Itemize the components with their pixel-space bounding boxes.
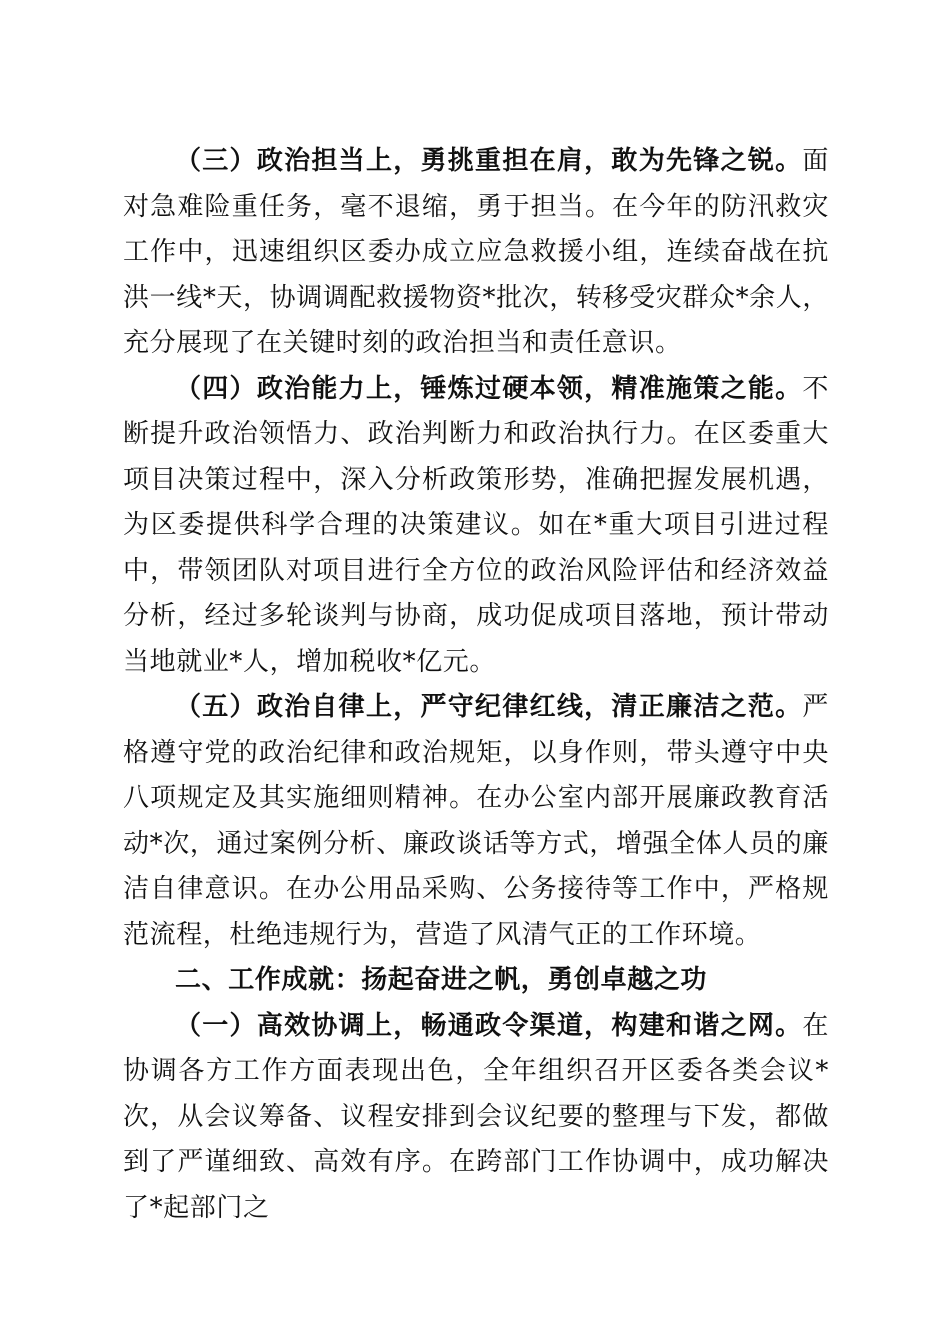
paragraph-body: 在协调各方工作方面表现出色，全年组织召开区委各类会议*次，从会议筹备、议程安排到会议纪要的整理与下发，都做到了严谨细致、高效有序。在跨部门工作协调中，成功解决了*起部门之 (123, 1010, 829, 1223)
paragraph-lead: （五）政治自律上，严守纪律红线，清正廉洁之范。 (175, 692, 803, 722)
paragraph-efficient-coordination (123, 1004, 829, 1232)
paragraph-lead: （三）政治担当上，勇挑重担在肩，敢为先锋之锐。 (175, 146, 803, 176)
paragraph-body: 面对急难险重任务，毫不退缩，勇于担当。在今年的防汛救灾工作中，迅速组织区委办成立应急救援小组，连续奋战在抗洪一线*天，协调调配救援物资*批次，转移受灾群众*余人，充分展现了在关键时刻的政治担当和责任意识。 (123, 146, 829, 358)
paragraph-political-ability (123, 367, 829, 686)
paragraph-lead: （四）政治能力上，锤炼过硬本领，精准施策之能。 (175, 373, 803, 404)
document-body (123, 139, 829, 1231)
paragraph-body: 严格遵守党的政治纪律和政治规矩，以身作则，带头遵守中央八项规定及其实施细则精神。在办公室内部开展廉政教育活动*次，通过案例分析、廉政谈话等方式，增强全体人员的廉洁自律意识。在办公用品采购、公务接待等工作中，严格规范流程，杜绝违规行为，营造了风清气正的工作环境。 (123, 692, 829, 950)
paragraph-body: 不断提升政治领悟力、政治判断力和政治执行力。在区委重大项目决策过程中，深入分析政策形势，准确把握发展机遇，为区委提供科学合理的决策建议。如在*重大项目引进过程中，带领团队对项目进行全方位的政治风险评估和经济效益分析，经过多轮谈判与协商，成功促成项目落地，预计带动当地就业*人，增加税收*亿元。 (123, 373, 829, 677)
paragraph-lead: （一）高效协调上，畅通政令渠道，构建和谐之网。 (175, 1010, 803, 1041)
paragraph-political-responsibility (123, 139, 829, 367)
section-heading: 二、工作成就：扬起奋进之帆，勇创卓越之功 (175, 965, 708, 995)
paragraph-political-discipline (123, 685, 829, 958)
